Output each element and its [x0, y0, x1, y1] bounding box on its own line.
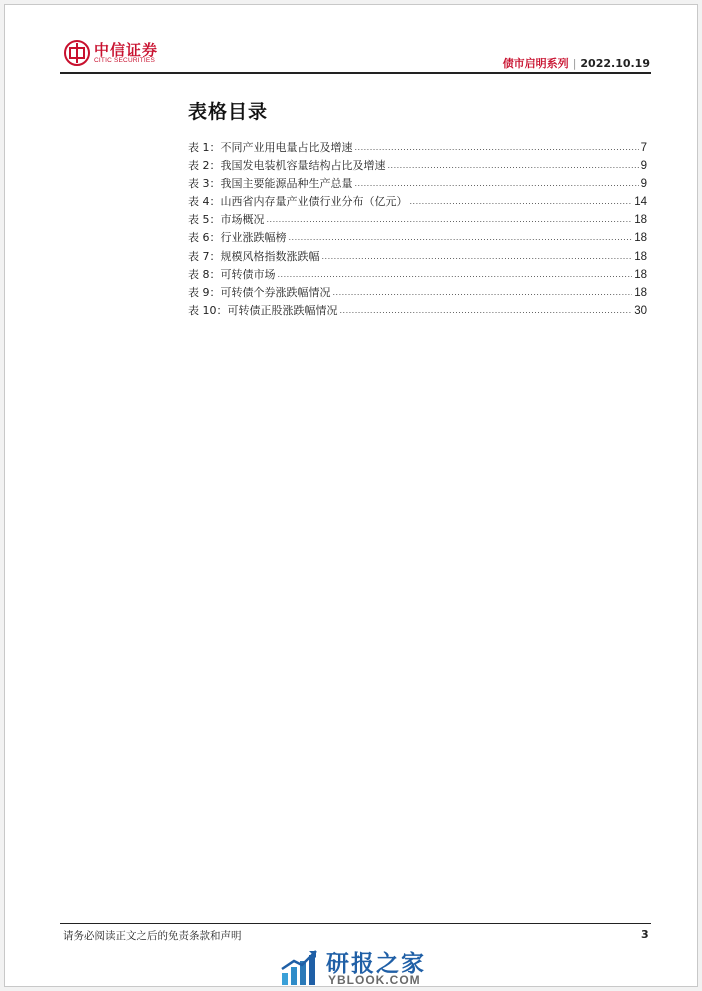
toc-entry[interactable]: [188, 193, 647, 211]
toc-dot-leader: [278, 270, 633, 279]
toc-entry-page[interactable]: 9: [640, 178, 647, 191]
toc-entry-label[interactable]: 表 8：可转债市场: [188, 267, 276, 281]
toc-entry[interactable]: [188, 175, 647, 193]
page-number: 3: [641, 928, 649, 941]
report-series: 债市启明系列: [502, 57, 569, 70]
toc-entry[interactable]: [188, 211, 647, 229]
toc-entry[interactable]: [188, 266, 647, 284]
toc-dot-leader: [388, 161, 639, 170]
report-date: 2022.10.19: [580, 57, 650, 70]
toc-entry-page[interactable]: 18: [634, 214, 647, 227]
toc-entry[interactable]: [188, 302, 647, 320]
toc-dot-leader: [410, 197, 633, 206]
header-separator: |: [572, 57, 577, 70]
toc-entry-page[interactable]: 9: [640, 160, 647, 173]
toc-entry-label[interactable]: 表 3：我国主要能源品种生产总量: [188, 177, 353, 191]
logo-chinese-name: 中信证券: [94, 41, 159, 59]
toc-entry-page[interactable]: 18: [634, 250, 647, 263]
toc-entry-page[interactable]: 18: [634, 268, 647, 281]
toc-entry-label[interactable]: 表 5：市场概况: [188, 213, 265, 227]
footer-disclaimer: 请务必阅读正文之后的免责条款和声明: [63, 930, 242, 942]
bar-chart-icon: [280, 947, 320, 987]
toc-entry-label[interactable]: 表 4：山西省内存量产业债行业分布（亿元）: [188, 195, 408, 209]
toc-entry[interactable]: [188, 284, 647, 302]
header-meta: [503, 55, 650, 71]
toc-entry-page[interactable]: 18: [634, 286, 647, 299]
toc-entry[interactable]: [188, 248, 647, 266]
toc-entry-label[interactable]: 表 2：我国发电装机容量结构占比及增速: [188, 159, 386, 173]
toc-dot-leader: [355, 179, 639, 188]
table-of-contents: [188, 139, 647, 320]
document-page: [4, 4, 698, 987]
toc-entry-label[interactable]: 表 7：规模风格指数涨跌幅: [188, 249, 320, 263]
toc-dot-leader: [333, 288, 633, 297]
toc-dot-leader: [289, 233, 633, 242]
toc-entry-label[interactable]: 表 9：可转债个券涨跌幅情况: [188, 285, 331, 299]
toc-entry[interactable]: [188, 157, 647, 175]
toc-entry-page[interactable]: 30: [634, 304, 647, 317]
watermark: [280, 945, 450, 991]
toc-entry-page[interactable]: 7: [640, 142, 647, 154]
watermark-chinese: 研报之家: [326, 951, 426, 977]
toc-entry-label[interactable]: 表 6：行业涨跌幅榜: [188, 231, 287, 245]
toc-entry-label[interactable]: 表 1：不同产业用电量占比及增速: [188, 141, 353, 154]
page-header: [60, 35, 650, 75]
toc-entry-label[interactable]: 表 10：可转债正股涨跌幅情况: [188, 303, 338, 317]
watermark-english: YBLOOK.COM: [328, 973, 421, 987]
toc-dot-leader: [322, 252, 633, 261]
page-title: 表格目录: [188, 101, 269, 123]
toc-dot-leader: [340, 306, 633, 315]
toc-entry[interactable]: [188, 139, 647, 157]
toc-dot-leader: [355, 143, 639, 152]
footer-divider: [60, 923, 651, 924]
citic-logo-icon: [64, 40, 90, 66]
toc-dot-leader: [267, 215, 633, 224]
header-divider: [60, 72, 651, 74]
logo-english-name: CITIC SECURITIES: [94, 57, 155, 64]
toc-entry-page[interactable]: 14: [634, 196, 647, 209]
toc-entry[interactable]: [188, 229, 647, 247]
toc-entry-page[interactable]: 18: [634, 232, 647, 245]
